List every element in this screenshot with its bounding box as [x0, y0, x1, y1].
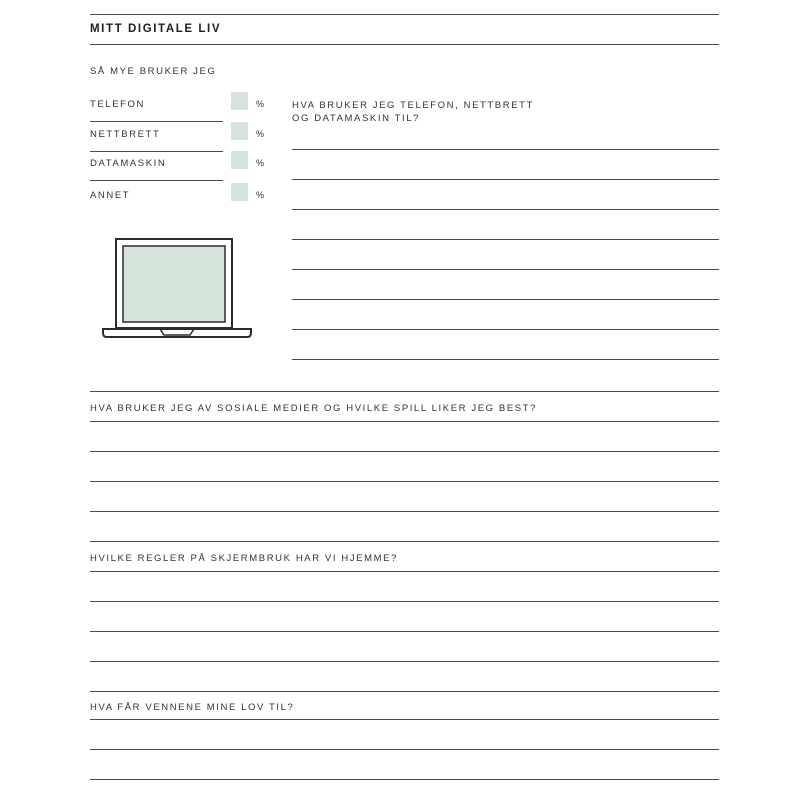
answer-line[interactable]	[90, 631, 719, 632]
answer-line[interactable]	[90, 749, 719, 750]
answer-line[interactable]	[90, 719, 719, 720]
percent-sign: %	[256, 99, 265, 109]
answer-line[interactable]	[90, 779, 719, 780]
page-title: MITT DIGITALE LIV	[90, 23, 222, 35]
percent-sign: %	[256, 158, 265, 168]
answer-line[interactable]	[292, 239, 719, 240]
answer-line[interactable]	[292, 359, 719, 360]
usage-heading: SÅ MYE BRUKER JEG	[90, 66, 217, 77]
usage-row-datamaskin	[90, 158, 290, 188]
percent-input-box[interactable]	[231, 183, 248, 201]
question-4: HVA FÅR VENNENE MINE LOV TIL?	[90, 702, 295, 713]
answer-line[interactable]	[90, 601, 719, 602]
percent-input-box[interactable]	[231, 92, 248, 110]
usage-line	[90, 180, 223, 181]
answer-line[interactable]	[90, 691, 719, 692]
answer-line[interactable]	[292, 329, 719, 330]
answer-line[interactable]	[292, 209, 719, 210]
answer-line[interactable]	[90, 481, 719, 482]
question-1	[292, 99, 534, 125]
answer-line[interactable]	[292, 179, 719, 180]
section-rule	[90, 391, 719, 392]
usage-row-nettbrett	[90, 129, 290, 159]
question-1-line2: OG DATAMASKIN TIL?	[292, 113, 421, 124]
usage-line	[90, 121, 223, 122]
answer-line[interactable]	[292, 269, 719, 270]
question-2: HVA BRUKER JEG AV SOSIALE MEDIER OG HVILKE SPILL LIKER JEG BEST?	[90, 403, 537, 414]
question-3: HVILKE REGLER PÅ SKJERMBRUK HAR VI HJEMME?	[90, 553, 398, 564]
percent-input-box[interactable]	[231, 122, 248, 140]
answer-line[interactable]	[90, 661, 719, 662]
laptop-base	[103, 329, 251, 337]
answer-line[interactable]	[90, 511, 719, 512]
usage-label: DATAMASKIN	[90, 158, 167, 169]
percent-sign: %	[256, 129, 265, 139]
usage-label: ANNET	[90, 190, 131, 201]
title-rule	[90, 44, 719, 45]
usage-line	[90, 151, 223, 152]
laptop-icon	[102, 238, 252, 340]
question-1-line1: HVA BRUKER JEG TELEFON, NETTBRETT	[292, 100, 534, 111]
answer-line[interactable]	[90, 571, 719, 572]
answer-line[interactable]	[90, 541, 719, 542]
answer-line[interactable]	[90, 451, 719, 452]
answer-line[interactable]	[90, 421, 719, 422]
usage-label: TELEFON	[90, 99, 146, 110]
usage-row-telefon	[90, 99, 290, 129]
usage-label: NETTBRETT	[90, 129, 161, 140]
laptop-screen	[123, 246, 225, 322]
percent-sign: %	[256, 190, 265, 200]
top-rule	[90, 14, 719, 15]
usage-row-annet	[90, 190, 290, 220]
answer-line[interactable]	[292, 299, 719, 300]
percent-input-box[interactable]	[231, 151, 248, 169]
answer-line[interactable]	[292, 149, 719, 150]
